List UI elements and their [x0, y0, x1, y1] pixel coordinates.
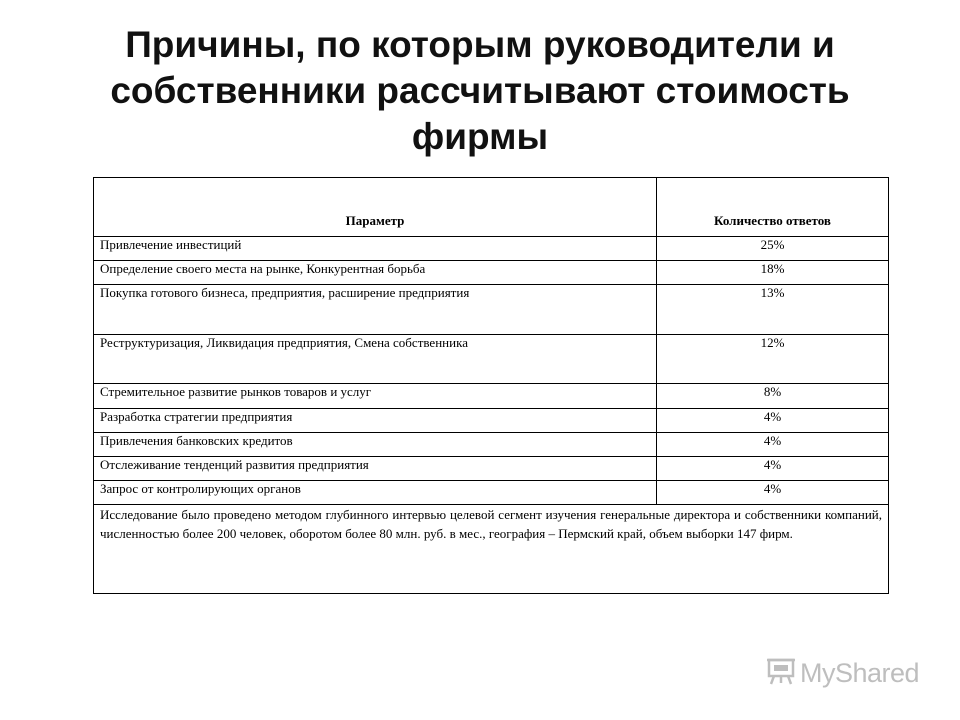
row-parameter: Отслеживание тенденций развития предприятия: [94, 457, 657, 481]
row-value: 4%: [657, 457, 889, 481]
table-row: [94, 335, 889, 384]
watermark-text: MyShared: [800, 657, 920, 688]
table-header-row: [94, 178, 889, 237]
table-row: [94, 481, 889, 505]
row-parameter: Определение своего места на рынке, Конкурентная борьба: [94, 261, 657, 285]
row-parameter: Привлечение инвестиций: [94, 237, 657, 261]
table-row: [94, 457, 889, 481]
table-note-row: [94, 505, 889, 594]
table-row: [94, 384, 889, 409]
row-value: 8%: [657, 384, 889, 409]
header-parameter: Параметр: [94, 178, 657, 237]
table-row: [94, 285, 889, 335]
title-line-2: собственники рассчитывают стоимость: [110, 70, 850, 111]
title-line-1: Причины, по которым руководители и: [125, 24, 835, 65]
title-line-3: фирмы: [411, 116, 549, 157]
research-note: Исследование было проведено методом глубинного интервью целевой сегмент изучения генеральные директора и собственники компаний, численностью более 200 человек, оборотом более 80 млн. руб. в мес., география – Пермский край, объем выборки 147 фирм.: [94, 505, 889, 594]
row-value: 18%: [657, 261, 889, 285]
row-parameter: Реструктуризация, Ликвидация предприятия, Смена собственника: [94, 335, 657, 384]
table-row: [94, 261, 889, 285]
row-parameter: Запрос от контролирующих органов: [94, 481, 657, 505]
table-row: [94, 433, 889, 457]
row-value: 13%: [657, 285, 889, 335]
presentation-board-icon: [766, 656, 796, 691]
table-row: [94, 409, 889, 433]
row-value: 12%: [657, 335, 889, 384]
row-value: 25%: [657, 237, 889, 261]
row-parameter: Разработка стратегии предприятия: [94, 409, 657, 433]
row-parameter: Покупка готового бизнеса, предприятия, расширение предприятия: [94, 285, 657, 335]
slide-title: [0, 22, 960, 160]
row-value: 4%: [657, 433, 889, 457]
row-value: 4%: [657, 481, 889, 505]
header-responses: Количество ответов: [657, 178, 889, 237]
row-parameter: Стремительное развитие рынков товаров и услуг: [94, 384, 657, 409]
row-parameter: Привлечения банковских кредитов: [94, 433, 657, 457]
table-row: [94, 237, 889, 261]
watermark: [766, 658, 919, 688]
survey-table: [93, 177, 889, 594]
row-value: 4%: [657, 409, 889, 433]
